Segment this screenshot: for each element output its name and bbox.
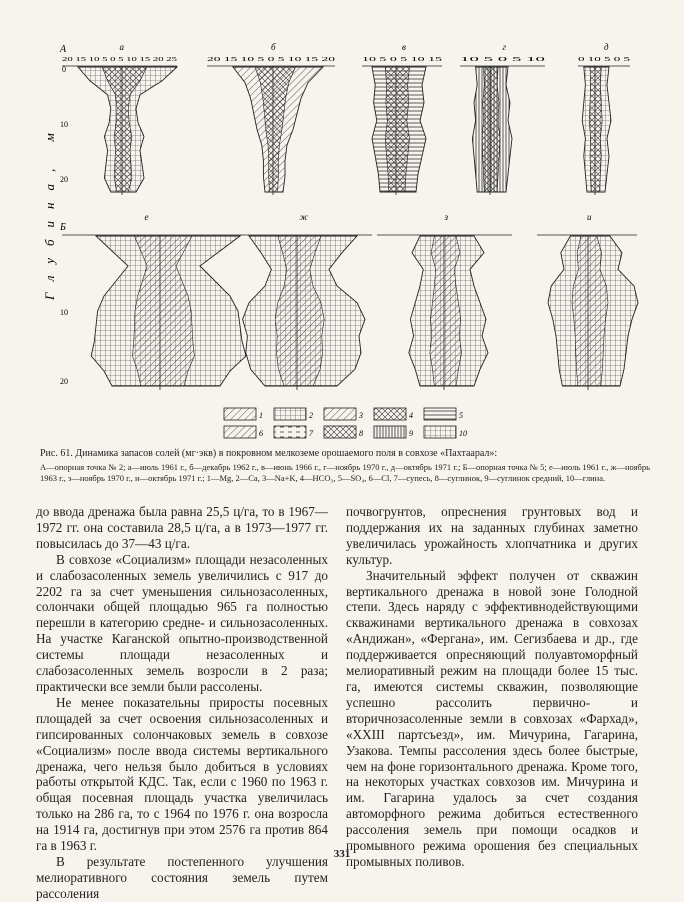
salt-profile-core bbox=[430, 236, 462, 386]
figure-caption: Рис. 61. Динамика запасов солей (мг·экв) в покровном мелкоземе орошаемого поля в совхозе «Пахтаарал»: bbox=[40, 448, 498, 459]
legend-item bbox=[374, 408, 413, 420]
panel-scale-ticks: 20 15 10 5 0 5 10 15 20 25 bbox=[62, 56, 177, 63]
legend-number: 4 bbox=[409, 411, 413, 420]
legend-number: 2 bbox=[309, 411, 313, 420]
panel-scale-ticks: 20 15 10 5 0 5 10 15 20 bbox=[207, 56, 335, 63]
row-label-b: Б bbox=[60, 222, 66, 233]
legend-number: 6 bbox=[259, 429, 263, 438]
panel-label: и bbox=[587, 212, 592, 222]
legend-item bbox=[324, 408, 363, 420]
panel-label: ж bbox=[299, 212, 308, 222]
profile-panel-top bbox=[207, 42, 335, 195]
legend-item bbox=[274, 408, 313, 420]
legend-swatch bbox=[324, 426, 356, 438]
panel-label: г bbox=[502, 42, 507, 52]
panel-scale-ticks: 10 5 0 5 10 bbox=[460, 56, 545, 63]
legend-swatch bbox=[374, 426, 406, 438]
figure-legend-text: А—опорная точка № 2; а—июль 1961 г., б—декабрь 1962 г., в—июнь 1966 г., г—ноябрь 1970 г., д—октябрь 1971 г.; Б—опорная точка № 5; е—июль 1961 г., ж—ноябрь 1963 г., з—ноябрь 1970 г., и—октябрь 1971 г.; 1—Mg, 2—Ca, 3—Na+K, 4—HCO₃, 5—SO₄, 6—Cl, 7—супесь, 8—суглинок, 9—суглинок средний, 10—глина. bbox=[40, 462, 650, 483]
panel-label: е bbox=[144, 212, 149, 222]
figure-drawing bbox=[40, 30, 650, 445]
legend-number: 10 bbox=[459, 429, 467, 438]
salt-profile-core bbox=[385, 67, 409, 192]
legend-number: 5 bbox=[459, 411, 463, 420]
legend-swatch bbox=[324, 408, 356, 420]
profile-panel-top bbox=[62, 42, 177, 195]
panel-label: а bbox=[119, 42, 124, 52]
legend-number: 8 bbox=[359, 429, 363, 438]
legend-swatch bbox=[374, 408, 406, 420]
legend-item bbox=[424, 408, 463, 420]
panel-scale-ticks: 0 10 5 0 5 bbox=[578, 56, 630, 63]
legend-swatch bbox=[274, 408, 306, 420]
salt-profile-core bbox=[589, 67, 602, 192]
depth-tick-top-0: 0 bbox=[62, 65, 66, 74]
profile-panel-bottom bbox=[377, 212, 512, 390]
legend-swatch bbox=[224, 408, 256, 420]
depth-axis-label: Глубина, м bbox=[42, 121, 57, 300]
legend-number: 7 bbox=[309, 429, 313, 438]
legend-item bbox=[274, 426, 314, 438]
depth-tick-bottom-20: 20 bbox=[60, 377, 68, 386]
depth-tick-top-20: 20 bbox=[60, 175, 68, 184]
legend-number: 3 bbox=[359, 411, 363, 420]
salt-dynamics-figure bbox=[40, 30, 650, 445]
left-column bbox=[36, 504, 328, 902]
legend-item bbox=[224, 426, 263, 438]
panel-label: д bbox=[604, 42, 609, 52]
panel-label: в bbox=[402, 42, 406, 52]
legend-item bbox=[374, 426, 413, 438]
legend-item bbox=[424, 426, 467, 438]
profile-panel-bottom bbox=[227, 212, 372, 390]
legend-swatch bbox=[224, 426, 256, 438]
right-paragraph: почвогрунтов, опреснения грунтовых вод и поддержания их на заданных глубинах заметно увеличилась урожайность хлопчатника и других культур. bbox=[346, 504, 638, 567]
depth-tick-bottom-10: 10 bbox=[60, 308, 68, 317]
panel-scale-ticks: 10 5 0 5 10 15 bbox=[362, 56, 442, 63]
profile-panel-bottom bbox=[537, 212, 638, 390]
right-column bbox=[346, 504, 638, 870]
left-paragraph: В совхозе «Социализм» площади незасоленных и слабозасоленных земель увеличились с 917 до 2202 га за счет уменьшения сильнозасоленных, солончаки общей площадью 965 га полностью перешли в категорию средне- и сильнозасоленных. На участке Каганской опытно-производственной системы площади незасоленных и слабозасоленных земель возросли в 2 раза; практически все земли были рассолены. bbox=[36, 551, 328, 694]
legend-item bbox=[324, 426, 363, 438]
row-label-a: А bbox=[60, 44, 67, 55]
legend-swatch bbox=[424, 426, 456, 438]
legend-item bbox=[224, 408, 263, 420]
left-paragraph: до ввода дренажа была равна 25,5 ц/га, то в 1967—1972 гг. она составила 28,5 ц/га, а в 1973—1977 гг. повысилась до 37—43 ц/га. bbox=[36, 504, 328, 551]
depth-tick-top-10: 10 bbox=[60, 120, 68, 129]
page-number: 331 bbox=[333, 848, 351, 860]
legend-swatch bbox=[274, 426, 306, 438]
panel-label: з bbox=[444, 212, 449, 222]
profile-panel-top bbox=[578, 42, 630, 195]
left-paragraph: Не менее показательны приросты посевных площадей за счет освоения сильнозасоленных и гипсированных солончаковых земель в совхозе «Социализм» после ввода системы вертикального дренажа, чего нельзя было добиться в условиях работы открытой КДС. Так, если с 1960 по 1963 г. общая посевная площадь участка увеличилась только на 286 га, то с 1964 по 1976 г. она возросла на 1914 га, достигнув при этом 2576 га против 864 га в 1963 г. bbox=[36, 694, 328, 854]
right-paragraph: Значительный эффект получен от скважин вертикального дренажа в новой зоне Голодной степи. Здесь наряду с эффективнодействующими скважинами вертикального дренажа в совхозах «Андижан», «Фергана», им. Сегизбаева и др., где поддерживается опресняющий полуавтоморфный мелиоративный режим на площади более 15 тыс. га, имеются системы скважин, позволяющие успешно рассолить первично- и вторичнозасоленные земли в совхозах «Фархад», «XXIII партсъезд», им. Мичурина, Гагарина, Узакова. Темпы рассоления здесь более быстрые, чем на фоне горизонтального дренажа. Кроме того, на некоторых участках совхозов им. Мичурина и им. Гагарина удалось за счет создания автоморфного режима добиться естественного рассоления земель при помощи осадков и промывного режима орошения без специальных промывных поливов. bbox=[346, 567, 638, 869]
legend-swatch bbox=[424, 408, 456, 420]
profile-panel-top bbox=[460, 42, 545, 195]
profile-panel-bottom bbox=[62, 212, 246, 390]
profile-panel-top bbox=[362, 42, 442, 195]
legend-number: 9 bbox=[409, 429, 413, 438]
panel-label: б bbox=[271, 42, 276, 52]
left-paragraph: В результате постепенного улучшения мелиоративного состояния земель путем рассоления bbox=[36, 853, 328, 901]
legend-number: 1 bbox=[259, 411, 263, 420]
salt-profile-core bbox=[482, 67, 500, 192]
